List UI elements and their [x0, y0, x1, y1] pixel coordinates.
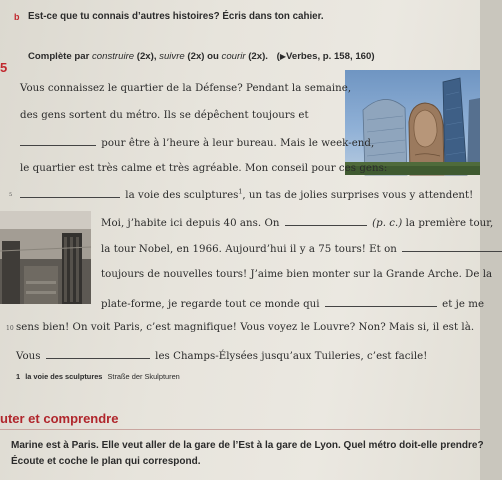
- footnote-number: 1: [16, 372, 21, 381]
- answer-blank-4[interactable]: [402, 242, 502, 252]
- section-divider: [0, 429, 480, 430]
- verb-courir: courir: [221, 51, 246, 62]
- line-9-tail: et je me: [442, 299, 485, 310]
- line-11-tail: les Champs-Élysées jusqu’aux Tuileries, c’est facile!: [155, 351, 428, 362]
- section-title: uter et comprendre: [0, 411, 119, 426]
- line-9-text: plate-forme, je regarde tout ce monde qui: [101, 299, 320, 310]
- answer-blank-2[interactable]: [20, 188, 120, 198]
- line-3-text: pour être à l’heure à leur bureau. Mais le week-end,: [101, 138, 375, 149]
- text-line-1: Vous connaissez le quartier de la Défense? Pendant la semaine,: [20, 83, 352, 94]
- answer-blank-3[interactable]: [285, 216, 367, 226]
- defense-illustration: [345, 70, 480, 175]
- answer-blank-5[interactable]: [325, 297, 437, 307]
- text-line-10: sens bien! On voit Paris, c’est magnifique! Vous voyez le Louvre? Non? Mais si, il est là.: [16, 322, 475, 333]
- listening-task-line-2: Écoute et coche le plan qui correspond.: [11, 456, 201, 467]
- footnote: [16, 372, 180, 381]
- answer-blank-6[interactable]: [46, 349, 150, 359]
- verb-suivre: suivre: [159, 51, 185, 62]
- line-number-10: 10: [6, 325, 14, 332]
- task-b-instruction: Est-ce que tu connais d’autres histoires? Écris dans ton cahier.: [28, 11, 324, 22]
- text-line-7: [101, 242, 502, 255]
- line-7-text: la tour Nobel, en 1966. Aujourd’hui il y a 75 tours! Et on: [101, 244, 397, 255]
- instr-pre: Complète par: [28, 51, 92, 62]
- line-5-text: la voie des sculptures: [125, 190, 239, 201]
- line-5-tail: , un tas de jolies surprises vous y attendent!: [242, 190, 474, 201]
- pc-hint: (p. c.): [372, 218, 403, 229]
- arrow-icon: ▶: [279, 52, 286, 61]
- text-line-6: [101, 216, 493, 229]
- line-11-text: Vous: [16, 351, 41, 362]
- line-6-tail: la première tour,: [402, 218, 494, 229]
- line-6-text: Moi, j’habite ici depuis 40 ans. On: [101, 218, 280, 229]
- count3: (2x).: [245, 51, 268, 62]
- answer-blank-1[interactable]: [20, 136, 96, 146]
- task-b-letter: b: [14, 12, 20, 22]
- listening-task-line-1: Marine est à Paris. Elle veut aller de la gare de l’Est à la gare de Lyon. Quel métro doit-elle prendre?: [11, 440, 484, 451]
- text-line-8: toujours de nouvelles tours! J’aime bien monter sur la Grande Arche. De la: [101, 269, 493, 280]
- text-line-11: [16, 349, 427, 362]
- footnote-mark: 1: [238, 188, 243, 196]
- exercise-instruction: [28, 51, 375, 62]
- footnote-translation: Straße der Skulpturen: [107, 372, 180, 381]
- count1: (2x),: [134, 51, 160, 62]
- paris-illustration: [0, 211, 91, 304]
- ref-open: (: [276, 51, 280, 62]
- line-number-5: 5: [9, 192, 13, 198]
- text-line-5: [20, 188, 473, 201]
- text-line-4: le quartier est très calme et très agréable. Mon conseil pour ces gens:: [20, 163, 388, 174]
- photo-paris-view: [0, 211, 91, 304]
- text-line-9: [101, 297, 484, 310]
- exercise-number: 5: [0, 60, 8, 75]
- ref-text: Verbes, p. 158, 160): [285, 51, 375, 62]
- photo-defense-thumb: [345, 70, 480, 175]
- text-line-2: des gens sortent du métro. Ils se dépêchent toujours et: [20, 110, 309, 121]
- reference: [277, 51, 375, 62]
- text-line-3: [20, 136, 374, 149]
- count2: (2x) ou: [184, 51, 222, 62]
- verb-construire: construire: [91, 51, 135, 62]
- footnote-term: la voie des sculptures: [25, 372, 103, 381]
